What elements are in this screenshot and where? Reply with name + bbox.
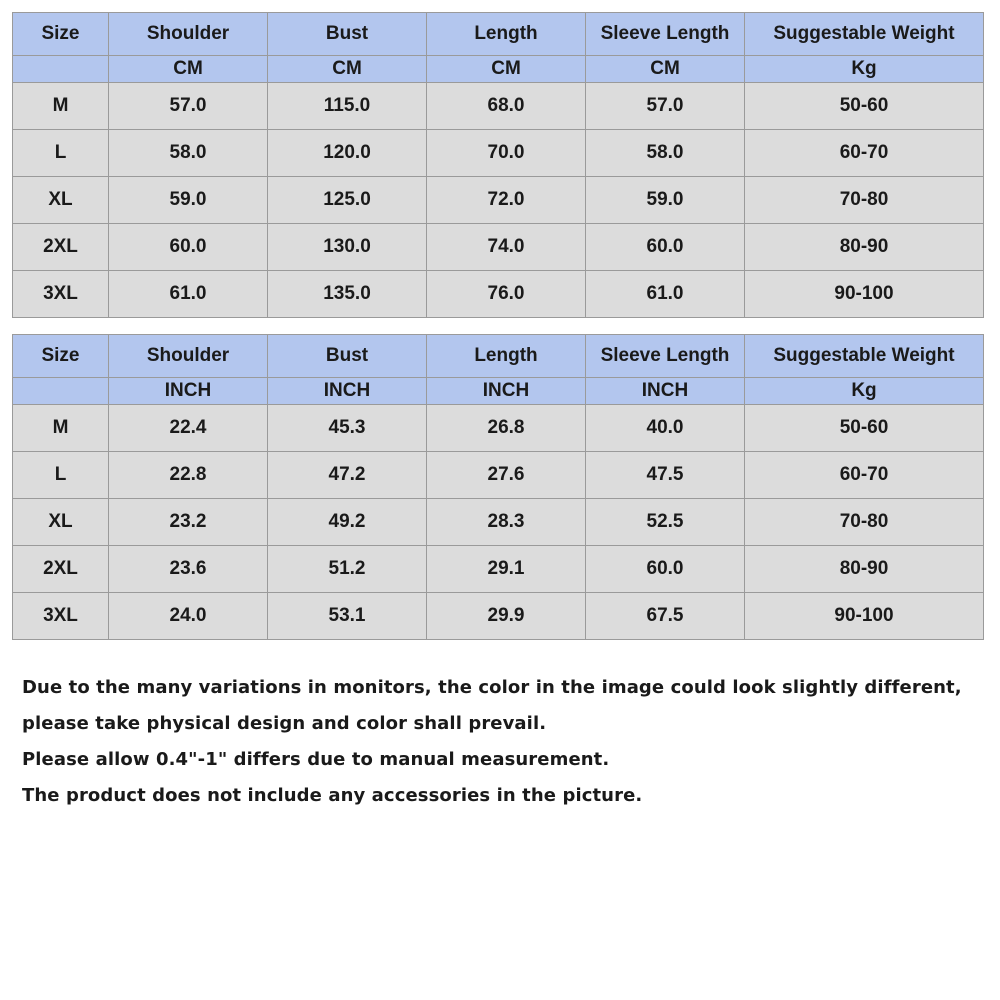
table-cell: XL (13, 177, 109, 224)
unit-cell: INCH (109, 378, 268, 405)
size-chart-cm-table (12, 12, 984, 318)
table-cell: 59.0 (586, 177, 745, 224)
table-cell: 120.0 (268, 130, 427, 177)
table-cell: 2XL (13, 224, 109, 271)
table-cell: 40.0 (586, 405, 745, 452)
column-header-shoulder: Shoulder (109, 13, 268, 56)
table-cell: 59.0 (109, 177, 268, 224)
unit-cell: CM (586, 56, 745, 83)
table-cell: 125.0 (268, 177, 427, 224)
table-cell: XL (13, 499, 109, 546)
table-cell: 2XL (13, 546, 109, 593)
table-cell: 70-80 (745, 499, 984, 546)
unit-cell: Kg (745, 378, 984, 405)
table-row (13, 452, 984, 499)
note-line: please take physical design and color shall prevail. (22, 713, 547, 734)
column-header-length: Length (427, 335, 586, 378)
table-cell: 57.0 (586, 83, 745, 130)
table-cell: 45.3 (268, 405, 427, 452)
table-cell: 61.0 (109, 271, 268, 318)
table-cell: 26.8 (427, 405, 586, 452)
table-cell: 50-60 (745, 83, 984, 130)
column-header-bust: Bust (268, 335, 427, 378)
table-cell: 80-90 (745, 546, 984, 593)
table-cell: M (13, 405, 109, 452)
table-cell: 72.0 (427, 177, 586, 224)
table-cell: 60-70 (745, 130, 984, 177)
unit-cell: INCH (586, 378, 745, 405)
column-header-sleeve-length: Sleeve Length (586, 335, 745, 378)
unit-cell (13, 56, 109, 83)
column-header-suggestable-weight: Suggestable Weight (745, 335, 984, 378)
column-header-suggestable-weight: Suggestable Weight (745, 13, 984, 56)
table-cell: 68.0 (427, 83, 586, 130)
unit-cell: INCH (427, 378, 586, 405)
table-cell: 60.0 (109, 224, 268, 271)
unit-cell: CM (109, 56, 268, 83)
size-chart-inch-table (12, 334, 984, 640)
table-cell: 90-100 (745, 271, 984, 318)
table-cell: 60.0 (586, 224, 745, 271)
table-cell: 57.0 (109, 83, 268, 130)
column-header-size: Size (13, 335, 109, 378)
table-row (13, 593, 984, 640)
table-cell: 29.1 (427, 546, 586, 593)
table-cell: 22.8 (109, 452, 268, 499)
table-row (13, 224, 984, 271)
table-cell: 3XL (13, 593, 109, 640)
disclaimer-notes (22, 670, 982, 814)
unit-cell: INCH (268, 378, 427, 405)
table-cell: 76.0 (427, 271, 586, 318)
table-cell: 28.3 (427, 499, 586, 546)
note-line: Please allow 0.4"-1" differs due to manual measurement. (22, 749, 610, 770)
unit-cell: CM (268, 56, 427, 83)
table-cell: 115.0 (268, 83, 427, 130)
unit-cell: CM (427, 56, 586, 83)
table-cell: 50-60 (745, 405, 984, 452)
table-cell: 130.0 (268, 224, 427, 271)
table-cell: 47.5 (586, 452, 745, 499)
table-cell: 24.0 (109, 593, 268, 640)
table-cell: 3XL (13, 271, 109, 318)
table-cell: 27.6 (427, 452, 586, 499)
table-cell: L (13, 130, 109, 177)
table-row (13, 271, 984, 318)
table-cell: 23.6 (109, 546, 268, 593)
column-header-sleeve-length: Sleeve Length (586, 13, 745, 56)
table-cell: 74.0 (427, 224, 586, 271)
table-cell: L (13, 452, 109, 499)
table-row (13, 499, 984, 546)
table-cell: 22.4 (109, 405, 268, 452)
table-row (13, 405, 984, 452)
table-cell: 61.0 (586, 271, 745, 318)
table-cell: 51.2 (268, 546, 427, 593)
table-cell: 53.1 (268, 593, 427, 640)
table-cell: 60.0 (586, 546, 745, 593)
table-cell: 60-70 (745, 452, 984, 499)
table-unit-row (13, 56, 984, 83)
table-header-row (13, 13, 984, 56)
table-row (13, 177, 984, 224)
table-header-row (13, 335, 984, 378)
column-header-bust: Bust (268, 13, 427, 56)
note-line: The product does not include any accessories in the picture. (22, 785, 643, 806)
column-header-length: Length (427, 13, 586, 56)
table-cell: 58.0 (586, 130, 745, 177)
table-cell: M (13, 83, 109, 130)
unit-cell: Kg (745, 56, 984, 83)
table-cell: 67.5 (586, 593, 745, 640)
table-cell: 23.2 (109, 499, 268, 546)
table-cell: 47.2 (268, 452, 427, 499)
table-cell: 80-90 (745, 224, 984, 271)
table-cell: 49.2 (268, 499, 427, 546)
table-cell: 52.5 (586, 499, 745, 546)
table-row (13, 83, 984, 130)
table-cell: 70-80 (745, 177, 984, 224)
unit-cell (13, 378, 109, 405)
note-line: Due to the many variations in monitors, the color in the image could look slightly different, (22, 677, 962, 698)
table-row (13, 130, 984, 177)
table-cell: 58.0 (109, 130, 268, 177)
table-cell: 70.0 (427, 130, 586, 177)
table-cell: 29.9 (427, 593, 586, 640)
column-header-shoulder: Shoulder (109, 335, 268, 378)
column-header-size: Size (13, 13, 109, 56)
table-cell: 90-100 (745, 593, 984, 640)
table-cell: 135.0 (268, 271, 427, 318)
table-row (13, 546, 984, 593)
table-unit-row (13, 378, 984, 405)
